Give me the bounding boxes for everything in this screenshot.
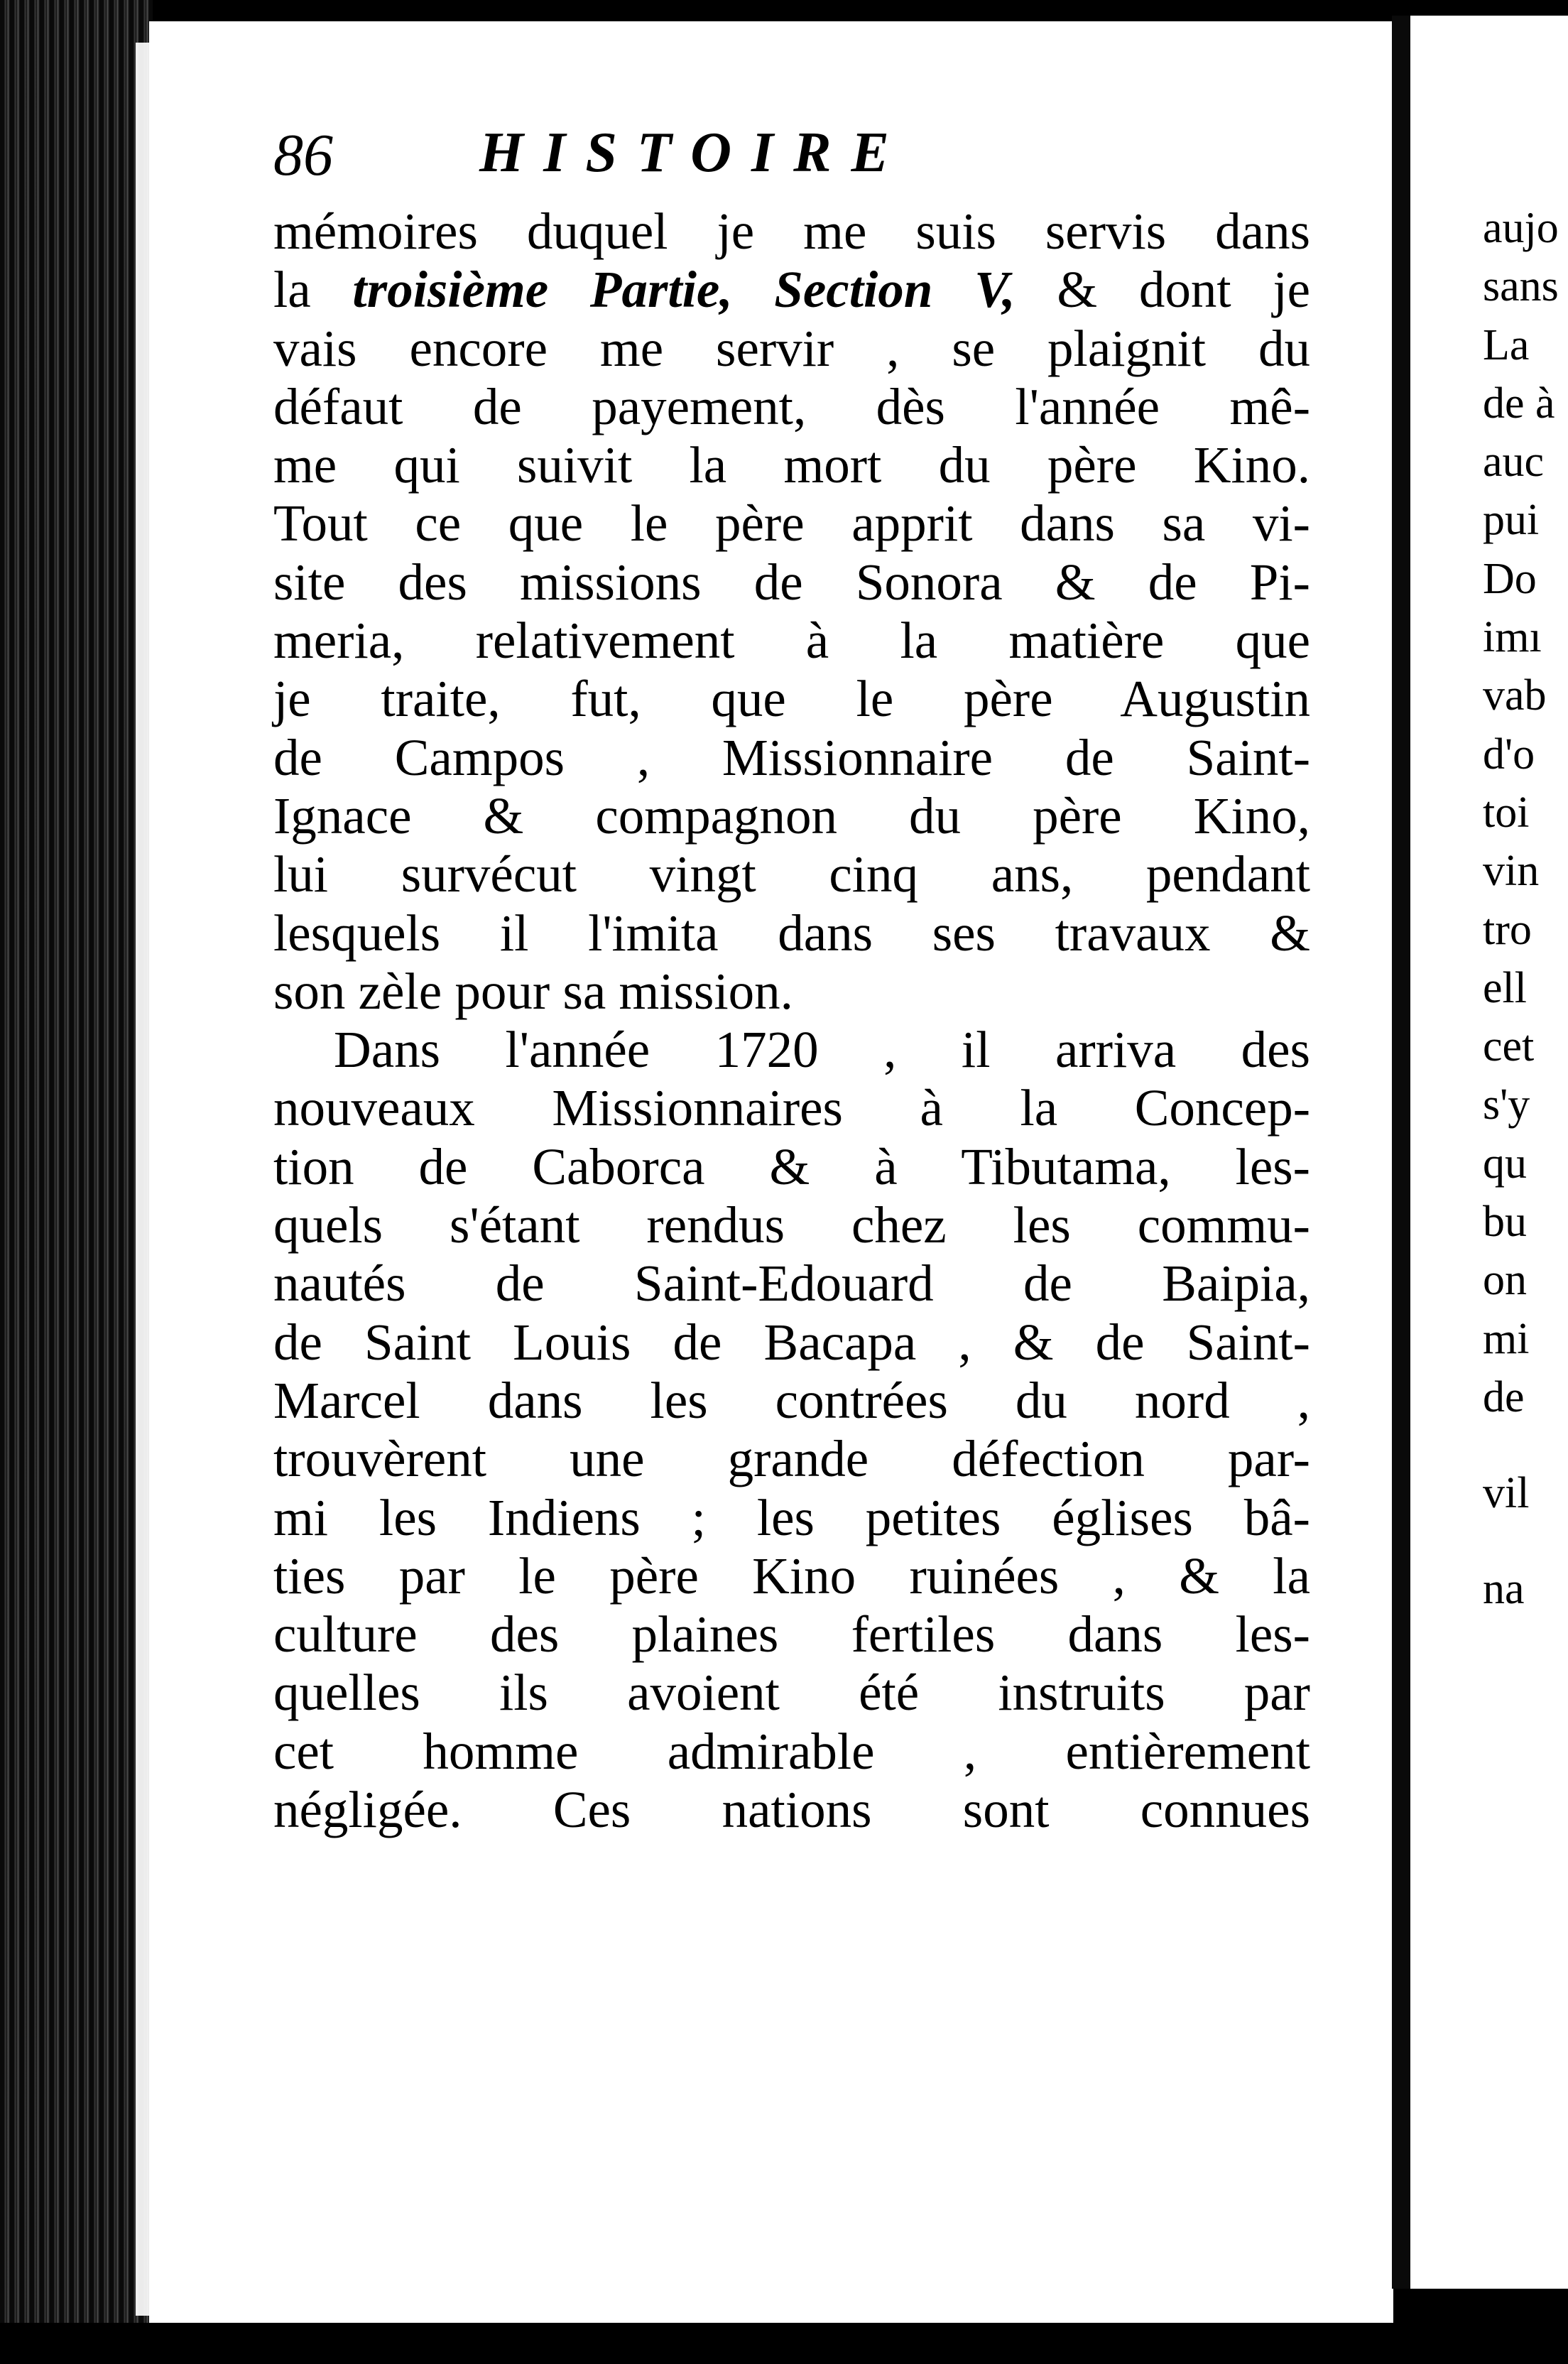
scan-border bbox=[0, 2323, 1568, 2364]
text-line: de Saint Louis de Bacapa , & de Saint- bbox=[273, 1313, 1310, 1371]
text-line: défaut de payement, dès l'année mê- bbox=[273, 377, 1310, 435]
text-line: lesquels il l'imita dans ses travaux & bbox=[273, 904, 1310, 962]
text-line: Dans l'année 1720 , il arriva des bbox=[334, 1021, 1310, 1079]
facing-page-fragment: tro bbox=[1483, 905, 1532, 954]
text-line: vais encore me servir , se plaignit du bbox=[273, 319, 1310, 377]
running-head: HISTOIRE bbox=[479, 121, 909, 184]
body-text bbox=[273, 202, 1310, 1839]
facing-page-fragment: sans bbox=[1483, 262, 1559, 311]
facing-page-fragment: auc bbox=[1483, 438, 1545, 487]
facing-page-fragment: de à bbox=[1483, 379, 1555, 428]
text-line: lui survécut vingt cinq ans, pendant bbox=[273, 845, 1310, 904]
facing-page-fragment: toi bbox=[1483, 788, 1530, 837]
text-line: nautés de Saint-Edouard de Baipia, bbox=[273, 1254, 1310, 1313]
text-line: son zèle pour sa mission. bbox=[273, 962, 793, 1020]
text-line: Tout ce que le père apprit dans sa vi- bbox=[273, 494, 1310, 553]
text-line: je traite, fut, que le père Augustin bbox=[273, 670, 1310, 728]
facing-page-fragment: Do bbox=[1483, 554, 1537, 603]
facing-page-fragment: na bbox=[1483, 1564, 1525, 1613]
text-line: culture des plaines fertiles dans les- bbox=[273, 1605, 1310, 1664]
facing-page-fragment: mi bbox=[1483, 1314, 1530, 1363]
text-line: Ignace & compagnon du père Kino, bbox=[273, 786, 1310, 845]
text-line: mémoires duquel je me suis servis dans bbox=[273, 202, 1310, 260]
text-line: me qui suivit la mort du père Kino. bbox=[273, 436, 1310, 494]
text-line: mi les Indiens ; les petites églises bâ- bbox=[273, 1488, 1310, 1546]
facing-page-fragment: vil bbox=[1483, 1468, 1530, 1517]
facing-page-fragment: pui bbox=[1483, 496, 1540, 545]
text-line: cet homme admirable , entièrement bbox=[273, 1722, 1310, 1780]
text-line: tion de Caborca & à Tibutama, les- bbox=[273, 1137, 1310, 1195]
page-number: 86 bbox=[273, 122, 333, 188]
text-line: quels s'étant rendus chez les commu- bbox=[273, 1196, 1310, 1254]
facing-page-fragment: cet bbox=[1483, 1022, 1535, 1071]
text-line: quelles ils avoient été instruits par bbox=[273, 1664, 1310, 1722]
facing-page-fragment: de bbox=[1483, 1372, 1525, 1421]
text-line: de Campos , Missionnaire de Saint- bbox=[273, 728, 1310, 786]
facing-page-fragment: ell bbox=[1483, 963, 1527, 1012]
text-line: ties par le père Kino ruinées , & la bbox=[273, 1546, 1310, 1605]
facing-page-fragment: vab bbox=[1483, 671, 1547, 720]
facing-page-fragment: on bbox=[1483, 1256, 1527, 1305]
facing-page-fragment: qu bbox=[1483, 1139, 1527, 1188]
facing-page-fragment: vin bbox=[1483, 847, 1540, 896]
book-leaf-edge bbox=[0, 0, 153, 2364]
text-line: trouvèrent une grande défection par- bbox=[273, 1430, 1310, 1488]
facing-page-fragment: bu bbox=[1483, 1198, 1527, 1247]
text-line: site des missions de Sonora & de Pi- bbox=[273, 553, 1310, 611]
facing-page-fragment: aujo bbox=[1483, 204, 1559, 252]
facing-page-text bbox=[1483, 199, 1568, 1656]
text-line: négligée. Ces nations sont connues bbox=[273, 1781, 1310, 1839]
facing-page-fragment: imı bbox=[1483, 613, 1542, 662]
text-line: Marcel dans les contrées du nord , bbox=[273, 1371, 1310, 1429]
page-header bbox=[273, 121, 1268, 199]
text-line: nouveaux Missionnaires à la Concep- bbox=[273, 1079, 1310, 1137]
text-line: la troisième Partie, Section V, & dont je bbox=[273, 261, 1310, 319]
text-line: meria, relativement à la matière que bbox=[273, 612, 1310, 670]
facing-page-fragment: La bbox=[1483, 320, 1530, 369]
facing-page-fragment: s'y bbox=[1483, 1080, 1530, 1129]
facing-page-fragment: d'o bbox=[1483, 730, 1535, 779]
